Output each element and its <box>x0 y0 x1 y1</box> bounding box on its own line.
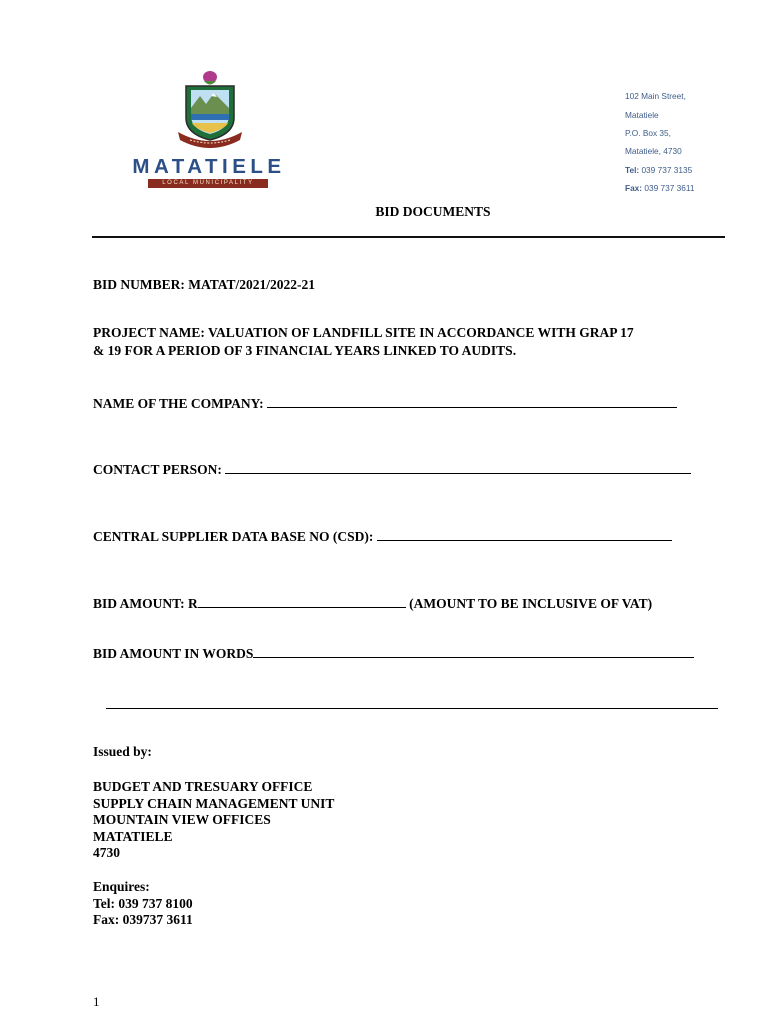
address-line-2: Matatiele <box>625 110 659 120</box>
document-title: BID DOCUMENTS <box>375 204 491 219</box>
address-line-1: 102 Main Street, <box>625 91 686 101</box>
tel-value: 039 737 3135 <box>639 165 693 175</box>
logo-wordmark: MATATIELE <box>132 155 286 178</box>
bid-amount-field <box>93 595 652 612</box>
address-fax <box>625 183 695 193</box>
bid-amount-note: (AMOUNT TO BE INCLUSIVE OF VAT) <box>405 596 653 611</box>
address-line-3: P.O. Box 35, <box>625 128 671 138</box>
issuer-line: 4730 <box>93 845 120 860</box>
issuer-line: MATATIELE <box>93 828 173 844</box>
enquires-heading: Enquires: <box>93 879 150 894</box>
fax-label: Fax: <box>625 183 643 193</box>
bid-amount-words-blank[interactable] <box>253 645 694 658</box>
municipality-crest-logo <box>170 68 250 150</box>
csd-blank[interactable] <box>377 528 672 541</box>
issuer-line: MOUNTAIN VIEW OFFICES <box>93 812 271 827</box>
logo-subtitle: LOCAL MUNICIPALITY <box>148 179 268 188</box>
title-divider <box>92 236 725 238</box>
project-name-line-2: & 19 FOR A PERIOD OF 3 FINANCIAL YEARS LINKED TO AUDITS. <box>93 343 517 358</box>
csd-label: CENTRAL SUPPLIER DATA BASE NO (CSD): <box>93 529 377 544</box>
issuer-line: SUPPLY CHAIN MANAGEMENT UNIT <box>93 795 335 811</box>
bid-amount-words-label: BID AMOUNT IN WORDS <box>93 646 254 661</box>
company-name-field <box>93 395 677 412</box>
company-name-label: NAME OF THE COMPANY: <box>93 396 267 411</box>
address-line-4: Matatiele, 4730 <box>625 146 682 156</box>
issuer-line: BUDGET AND TRESUARY OFFICE <box>93 779 313 794</box>
csd-field <box>93 528 672 545</box>
enquires-block <box>93 879 193 929</box>
bid-amount-words-field <box>93 645 694 662</box>
tel-label: Tel: <box>625 165 640 175</box>
page-number: 1 <box>93 994 100 1009</box>
contact-person-label: CONTACT PERSON: <box>93 462 226 477</box>
bid-amount-blank[interactable] <box>198 595 406 608</box>
company-name-blank[interactable] <box>267 395 677 408</box>
bid-number: BID NUMBER: MATAT/2021/2022-21 <box>93 277 315 292</box>
bid-amount-label: BID AMOUNT: R <box>93 596 198 611</box>
contact-person-field <box>93 461 691 478</box>
fax-value: 039 737 3611 <box>642 183 695 193</box>
enquires-tel: Tel: 039 737 8100 <box>93 895 193 911</box>
enquires-fax: Fax: 039737 3611 <box>93 912 193 927</box>
address-tel <box>625 165 692 175</box>
bid-amount-words-continuation-line[interactable] <box>106 708 718 709</box>
contact-person-blank[interactable] <box>225 461 691 474</box>
project-name-line-1: PROJECT NAME: VALUATION OF LANDFILL SITE IN ACCORDANCE WITH GRAP 17 <box>93 325 634 340</box>
issuer-address <box>93 779 334 862</box>
issued-by-heading: Issued by: <box>93 744 152 759</box>
